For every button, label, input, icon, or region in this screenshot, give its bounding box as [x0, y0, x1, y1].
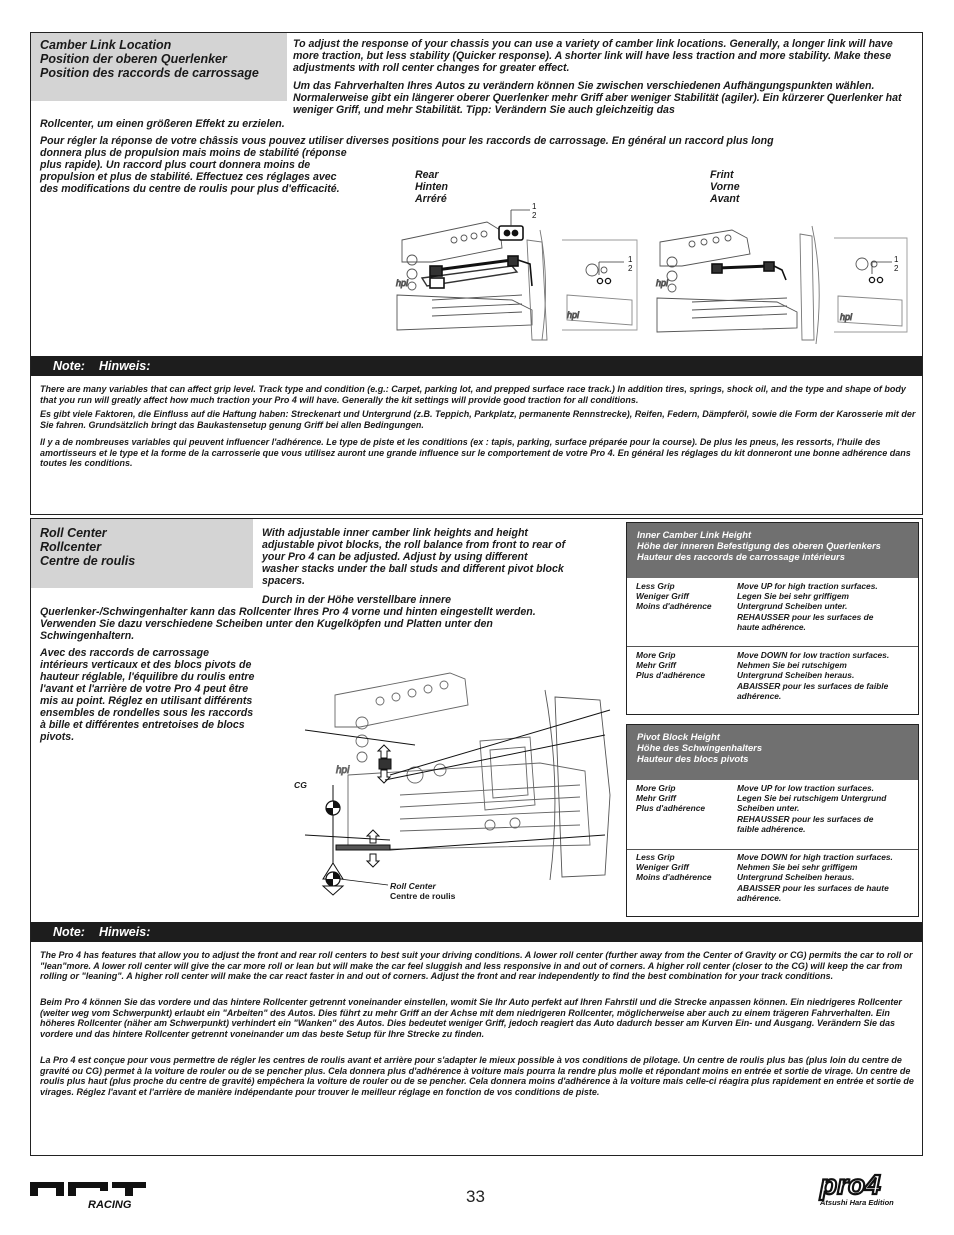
- page-number: 33: [466, 1187, 485, 1206]
- pivot-row-divider: [627, 849, 918, 850]
- inner-row2-right: [737, 650, 915, 701]
- inner-header-fr: Hauteur des raccords de carrossage intérieurs: [637, 551, 845, 562]
- cell-line: More Grip: [636, 650, 676, 660]
- cell-line: Untergrund Scheiben unter.: [737, 601, 848, 612]
- cell-line: REHAUSSER pour les surfaces de: [737, 611, 874, 622]
- cell-line: haute adhérence.: [737, 621, 806, 632]
- roll-en-line: washer stacks under the ball studs and different pivot block: [262, 563, 564, 575]
- rear-label-fr: Arréré: [415, 193, 447, 205]
- roll-center-illustration: [300, 645, 630, 910]
- rear-num-1: 1: [532, 202, 537, 211]
- camber-title: [40, 38, 285, 80]
- cell-line: Mehr Griff: [636, 793, 676, 804]
- pivot-header-de: Höhe des Schwingenhalters: [637, 742, 763, 753]
- fr-line: donnera plus de propulsion mais moins de stabilité (réponse: [40, 147, 347, 159]
- pro4-logo-text: pro4: [820, 1169, 881, 1200]
- cell-line: Move UP for low traction surfaces.: [737, 783, 874, 793]
- roll-fr-line: à bille et différentes entretoises de blocs: [40, 719, 245, 731]
- svg-text:hpi: hpi: [840, 312, 853, 322]
- camber-text-de-cont: Rollcenter, um einen größeren Effekt zu erzielen.: [40, 118, 285, 130]
- cell-line: Scheiben unter.: [737, 803, 800, 814]
- rear-camber-illustration: [392, 200, 644, 350]
- roll-fr-line: hauteur réglable, l'équilibre du roulis entre: [40, 671, 255, 683]
- cell-line: Weniger Griff: [636, 591, 689, 602]
- roll-text-de: [40, 606, 620, 642]
- cell-line: ABAISSER pour les surfaces de faible: [737, 680, 889, 691]
- pivot-row1-left: [636, 783, 731, 814]
- rear-label-en: Rear: [415, 169, 439, 181]
- pro4-logo-sub: Atsushi Hara Edition: [820, 1198, 894, 1207]
- cell-line: Less Grip: [636, 852, 675, 862]
- cell-line: Mehr Griff: [636, 660, 676, 671]
- cell-line: Nehmen Sie bei rutschigem: [737, 660, 847, 671]
- note2-bar: [31, 922, 922, 942]
- note1-text-en: There are many variables that can affect grip level. Track type and condition (e.g.: Carpet, parking lot, and prepped surface race track.) In addition tires, springs, shock oil, and the type and shape of body that you run will greatly affect how much traction your Pro 4 will have. Generally the kit settings will provide good traction for all conditions.: [40, 384, 906, 405]
- roll-fr-line: ensembles de rondelles sous les raccords: [40, 707, 254, 719]
- cell-line: Untergrund Scheiben heraus.: [737, 872, 855, 883]
- note1-label-de: Hinweis:: [98, 359, 151, 373]
- roll-en-line: adjustable pivot blocks, the roll balance from front to rear of: [262, 539, 566, 551]
- cell-line: Nehmen Sie bei sehr griffigem: [737, 862, 858, 873]
- pro4-logo: [818, 1166, 924, 1208]
- cell-line: ABAISSER pour les surfaces de haute: [737, 882, 889, 893]
- camber-title-en: Camber Link Location: [40, 38, 172, 52]
- rear-side-num-2: 2: [628, 264, 633, 273]
- svg-text:hpi: hpi: [396, 278, 409, 288]
- inner-row2-left: [636, 650, 731, 681]
- camber-text-en: To adjust the response of your chassis you can use a variety of camber link locations. Generally, a longer link will have more traction, but less stability (Quicker response). A shorter link will have less traction and more stability. Make these adjustments with roll center changes for greater effect.: [293, 38, 893, 74]
- cell-line: Moins d'adhérence: [636, 872, 712, 883]
- note1-bar: [31, 356, 922, 376]
- note1-text-de: Es gibt viele Faktoren, die Einfluss auf die Haftung haben: Streckenart und Untergrund (z.B. Teppich, Parkplatz, permanente Rennstrecke), Reifen, Federn, Dämpferöl, sowie die Form der Karosserie mit der Sie fahren. Grundsätzlich bringt das Baukastensetup genung Griff bei allen Bedingungen.: [40, 409, 916, 430]
- roll-de-line: Schwingenhaltern.: [40, 630, 135, 642]
- cell-line: Legen Sie bei rutschigem Untergrund: [737, 793, 887, 804]
- roll-fr-line: mis au point. Réglez en utilisant différents: [40, 695, 253, 707]
- inner-row-divider: [627, 646, 918, 647]
- roll-title-en: Roll Center: [40, 526, 107, 540]
- svg-text:hpi: hpi: [567, 310, 580, 320]
- cell-line: faible adhérence.: [737, 823, 806, 834]
- roll-center-label-en: Roll Center: [390, 881, 436, 891]
- camber-text-fr-rest: [40, 147, 390, 195]
- note1-label-en: Note:: [53, 359, 85, 373]
- roll-fr-line: pivots.: [40, 731, 75, 743]
- roll-center-label: [390, 881, 455, 901]
- cell-line: adhérence.: [737, 690, 782, 701]
- cell-line: Weniger Griff: [636, 862, 689, 873]
- pivot-row2-left: [636, 852, 731, 883]
- pro4-logo-mark: [818, 1166, 924, 1208]
- cell-line: Legen Sie bei sehr griffigem: [737, 591, 850, 602]
- pivot-row1-right: [737, 783, 915, 834]
- cell-line: Move UP for high traction surfaces.: [737, 581, 878, 591]
- front-side-num-2: 2: [894, 264, 899, 273]
- note1-text-fr: Il y a de nombreuses variables qui peuvent influencer l'adhérence. Le type de piste et les conditions (ex : tapis, parking, surface préparée pour la course). De plus les pneus, les ressorts, l'huile des amortisseurs et le type et la forme de la carrosserie que vous utilisez auront une grande influence sur le comportement de votre Pro 4. En général les réglages du kit donneront une bonne adhérence dans toutes les conditions.: [40, 437, 911, 469]
- camber-text-fr: Pour régler la réponse de votre châssis vous pouvez utiliser diverses positions pour les raccords de carrossage. En général un raccord plus long: [40, 135, 774, 147]
- note2-text-fr: La Pro 4 est conçue pour vous permettre de régler les centres de roulis avant et arrière pour s'adapter le mieux possible à vos conditions de pilotage. Un centre de roulis plus bas (plus loin du centre de gravité ou CG) permet à la voiture de rouler ou de se pencher plus. Cela donnera plus d'adhérence à voiture mais pourra la rendre plus molle et répondant moins en entrée et sortie de virage. Un centre de roulis plus haut (plus proche du centre de gravité) empêchera la voiture de rouler ou de se pencher. Cela donnera moins d'adhérence à la voiture mais celle-ci réagira plus rapidement en entrée et sortie de virages. Réglez l'avant et l'arrière de manière indépendante pour trouver le meilleur réglage en fonction de vos conditions de piste.: [40, 1055, 914, 1097]
- note2-text-en: The Pro 4 has features that allow you to adjust the front and rear roll centers to best suit your driving conditions. A lower roll center (further away from the Center of Gravity or CG) permits the car to roll or "lean"more. A lower roll center will give the car more roll or lean but will make the car feel sluggish and less responsive in and out of corners. A higher roll center (closer to the CG) will keep the car from rolling or "leaning". A higher roll center will make the car react faster in and out of corners. Adjust the front and rear independently to find the best combination for your track conditions.: [40, 950, 913, 982]
- front-side-num-1: 1: [894, 255, 899, 264]
- front-label: [710, 169, 740, 205]
- front-label-fr: Avant: [710, 193, 740, 205]
- roll-title: [40, 526, 250, 568]
- fr-line: propulsion et plus de stabilité. Effectuez ces réglages avec: [40, 171, 337, 183]
- pivot-row2-right: [737, 852, 915, 903]
- roll-text-de-first: Durch in der Höhe verstellbare innere: [262, 594, 451, 606]
- rear-num-2: 2: [532, 211, 537, 220]
- cell-line: REHAUSSER pour les surfaces de: [737, 813, 874, 824]
- inner-header-en: Inner Camber Link Height: [637, 529, 752, 540]
- note2-label-en: Note:: [53, 925, 85, 939]
- cell-line: Untergrund Scheiben heraus.: [737, 670, 855, 681]
- note2-text-de: Beim Pro 4 können Sie das vordere und das hintere Rollcenter getrennt voneinander einstellen, womit Sie Ihr Auto perfekt auf Ihren Fahrstil und die Strecke anpassen können. Ein niedrigeres Rollcenter (weiter weg vom Schwerpunkt) erlaubt ein "Arbeiten" des Autos. Dies führt zu mehr Griff an der Achse mit dem niedrigeren Rollcenter, möglicherweise aber auch zu einem trägeren Fahrverhalten. Ein höheres Rollcenter (näher am Schwerpunkt) verhindert ein "Wanken" des Autos. Dies bedeutet weniger Griff, jedoch reagiert das Auto dadurch besser am Kurven Ein- und Ausgang. Verändern Sie das vordere und das hintere Rollcenter getrennt voneinander um das beste Setup für Ihre Strecke zu finden.: [40, 997, 902, 1039]
- hpi-racing-logo: [30, 1178, 150, 1212]
- pivot-header-en: Pivot Block Height: [637, 731, 720, 742]
- roll-de-line: Querlenker-/Schwingenhalter kann das Rollcenter Ihres Pro 4 vorne und hinten eingestellt werden.: [40, 606, 536, 618]
- roll-en-line: With adjustable inner camber link heights and height: [262, 527, 528, 539]
- roll-en-line: your Pro 4 can be adjusted. Adjust by using different: [262, 551, 528, 563]
- cell-line: Move DOWN for high traction surfaces.: [737, 852, 893, 862]
- pivot-header-fr: Hauteur des blocs pivots: [637, 753, 749, 764]
- fr-line: des modifications du centre de roulis pour plus d'efficacité.: [40, 183, 340, 195]
- roll-fr-line: intérieurs verticaux et des blocs pivots de: [40, 659, 252, 671]
- cell-line: Plus d'adhérence: [636, 803, 706, 814]
- inner-row1-right: [737, 581, 915, 632]
- front-label-de: Vorne: [710, 181, 740, 193]
- fr-line: plus rapide). Un raccord plus court donnera moins de: [40, 159, 311, 171]
- cell-line: Moins d'adhérence: [636, 601, 712, 612]
- camber-title-fr: Position des raccords de carrossage: [40, 66, 259, 80]
- cell-line: More Grip: [636, 783, 676, 793]
- roll-fr-line: Avec des raccords de carrossage: [40, 647, 210, 659]
- rear-label-de: Hinten: [415, 181, 448, 193]
- cg-label: CG: [294, 780, 307, 790]
- front-camber-illustration: [652, 222, 912, 352]
- inner-camber-table-header: [627, 523, 918, 578]
- svg-text:hpi: hpi: [656, 278, 669, 288]
- front-label-en: Frint: [710, 169, 734, 181]
- roll-title-fr: Centre de roulis: [40, 554, 136, 568]
- camber-text-de: Um das Fahrverhalten Ihres Autos zu verändern können Sie zwischen verschiedenen Aufhängungspunkten wählen. Normalerweise gibt ein längerer oberer Querlenker mehr Griff aber weniger Stabilität (agiler). Ein kürzerer Querlenker hat weniger Griff, und mehr Stabilität. Tipp: Verändern Sie auch gleichzeitig das: [293, 80, 902, 116]
- cell-line: Less Grip: [636, 581, 675, 591]
- rear-side-num-1: 1: [628, 255, 633, 264]
- roll-title-de: Rollcenter: [40, 540, 102, 554]
- roll-text-fr: [40, 647, 290, 743]
- note2-label-de: Hinweis:: [98, 925, 151, 939]
- hpi-logo-sub: RACING: [88, 1199, 132, 1211]
- cell-line: Plus d'adhérence: [636, 670, 706, 681]
- cg-symbol: [326, 801, 340, 815]
- roll-text-en: [262, 527, 622, 587]
- inner-row1-left: [636, 581, 731, 612]
- roll-center-label-fr: Centre de roulis: [390, 891, 456, 901]
- cell-line: adhérence.: [737, 892, 782, 903]
- roll-fr-line: l'avant et l'arrière de votre Pro 4 peut être: [40, 683, 249, 695]
- cell-line: Move DOWN for low traction surfaces.: [737, 650, 890, 660]
- camber-title-de: Position der oberen Querlenker: [40, 52, 227, 66]
- roll-en-line: spacers.: [262, 575, 305, 587]
- roll-de-line: Verwenden Sie dazu verschiedene Scheiben unter den Kugelköpfen und Platten unter den: [40, 618, 493, 630]
- inner-header-de: Höhe der inneren Befestigung des oberen Querlenkers: [637, 540, 881, 551]
- hpi-logo-mark: [30, 1178, 150, 1212]
- pivot-block-table-header: [627, 725, 918, 780]
- svg-text:hpi: hpi: [336, 765, 350, 776]
